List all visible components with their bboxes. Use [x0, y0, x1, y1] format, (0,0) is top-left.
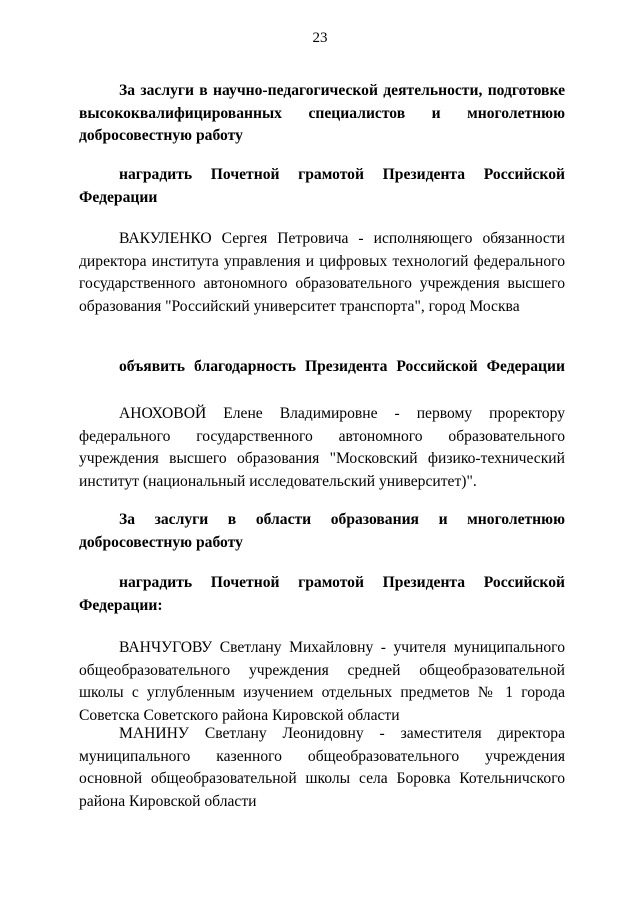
merit-heading-2: За заслуги в области образования и многолетнюю добросовестную работу — [79, 511, 565, 551]
award-heading-3: наградить Почетной грамотой Президента Российской Федерации: — [79, 574, 565, 614]
award-heading-2: объявить благодарность Президента Российской Федерации — [119, 358, 565, 375]
awardee-vakulenko: ВАКУЛЕНКО Сергея Петровича - исполняющего обязанности директора института управления и цифровых технологий федерального государственного автономного образовательного учреждения высшего образования "Российский университет транспорта", город Москва — [79, 230, 565, 315]
awardee-vanchugova: ВАНЧУГОВУ Светлану Михайловну - учителя муниципального общеобразовательного учреждения средней общеобразовательной школы с углубленным изучением отдельных предметов № 1 города Советска Советского района Кировской области — [79, 639, 565, 724]
awardee-manina: МАНИНУ Светлану Леонидовну - заместителя директора муниципального казенного общеобразовательного учреждения основной общеобразовательной школы села Боровка Котельничского района Кировской области — [79, 725, 565, 810]
merit-heading-1: За заслуги в научно-педагогической деятельности, подготовке высококвалифицированных специалистов и многолетнюю добросовестную работу — [79, 82, 565, 144]
page-number: 23 — [312, 30, 328, 46]
awardee-anokhova: АНОХОВОЙ Елене Владимировне - первому проректору федерального государственного автономного образовательного учреждения высшего образования "Московский физико-технический институт (национальный исследовательский университет)". — [79, 405, 565, 490]
award-heading-1: наградить Почетной грамотой Президента Российской Федерации — [79, 166, 565, 206]
